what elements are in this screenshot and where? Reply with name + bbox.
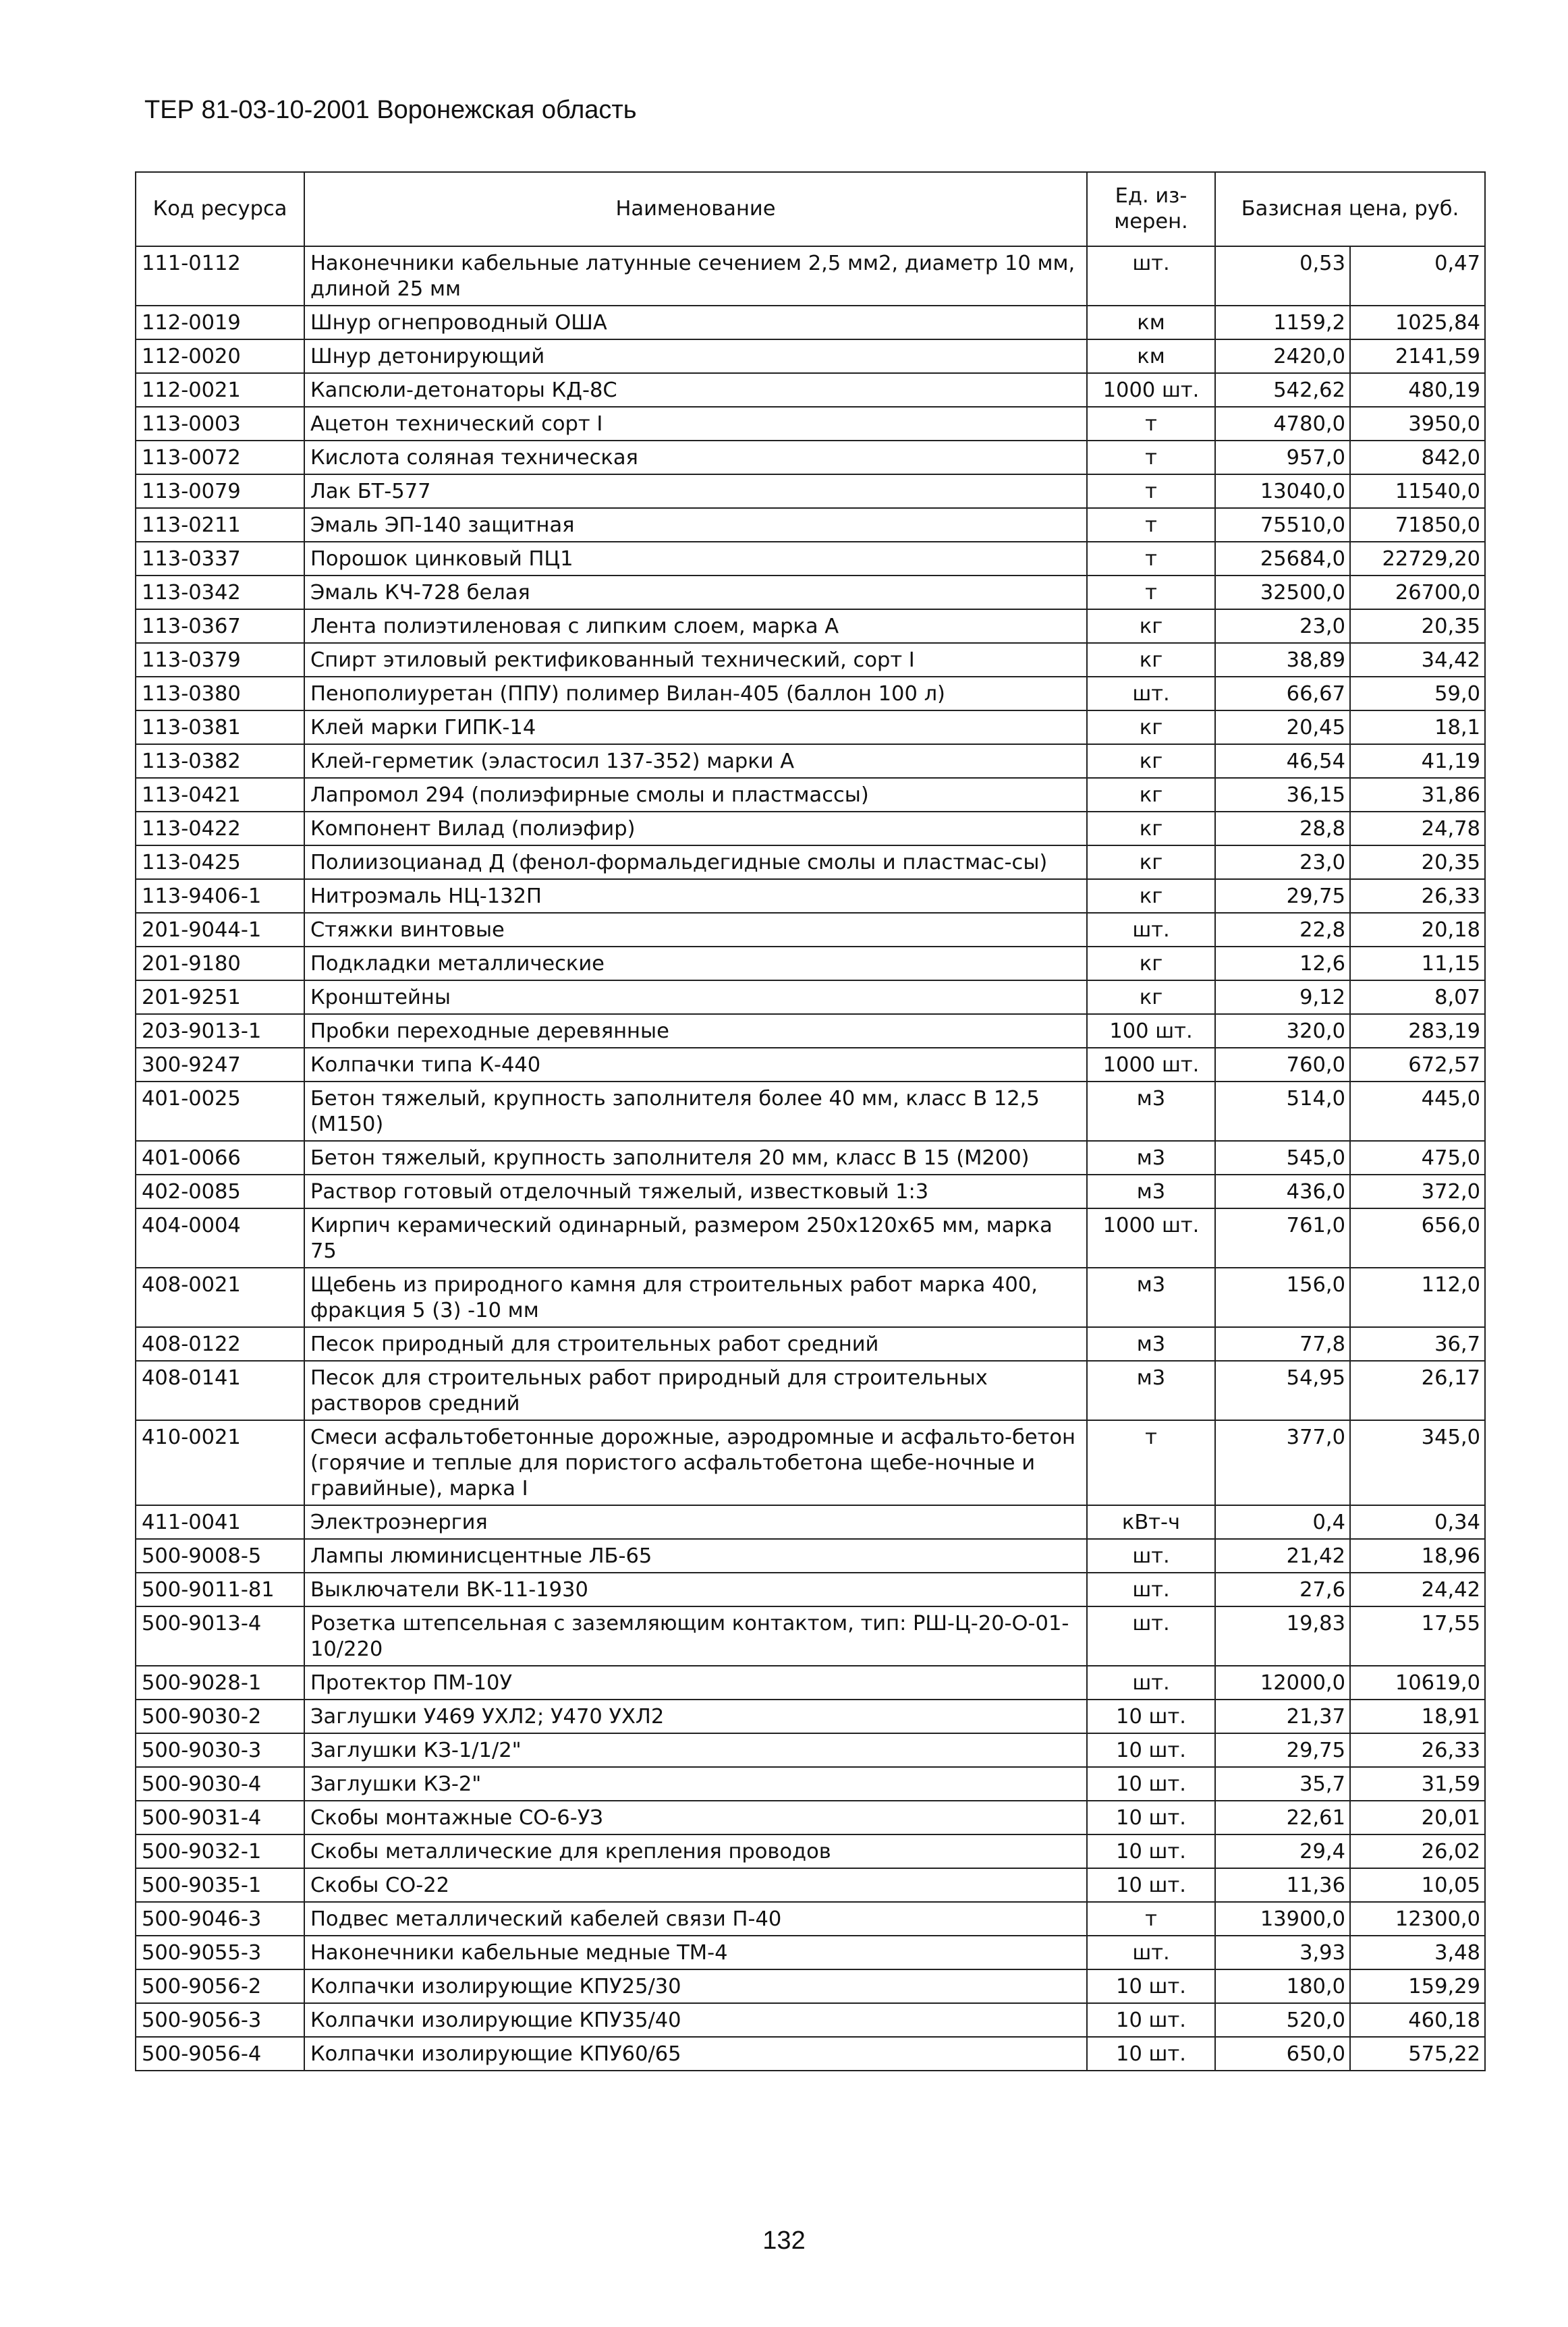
table-row — [136, 845, 1485, 879]
cell-code: 201-9251 — [136, 980, 304, 1014]
cell-price-1: 46,54 — [1215, 744, 1350, 778]
table-row — [136, 778, 1485, 812]
cell-code: 408-0122 — [136, 1327, 304, 1361]
cell-name: Песок для строительных работ природный для строительных растворов средний — [304, 1361, 1087, 1420]
cell-code: 113-0072 — [136, 441, 304, 474]
cell-code: 500-9030-2 — [136, 1700, 304, 1733]
header-name: Наименование — [304, 172, 1087, 246]
cell-name: Шнур детонирующий — [304, 339, 1087, 373]
cell-unit: м3 — [1087, 1082, 1215, 1141]
cell-code: 500-9056-2 — [136, 1969, 304, 2003]
cell-name: Наконечники кабельные медные ТМ-4 — [304, 1936, 1087, 1969]
cell-name: Порошок цинковый ПЦ1 — [304, 542, 1087, 576]
cell-price-2: 12300,0 — [1350, 1902, 1485, 1936]
table-row — [136, 980, 1485, 1014]
cell-price-2: 26,33 — [1350, 1733, 1485, 1767]
cell-price-1: 9,12 — [1215, 980, 1350, 1014]
cell-code: 300-9247 — [136, 1048, 304, 1082]
table-row — [136, 339, 1485, 373]
cell-code: 404-0004 — [136, 1208, 304, 1268]
cell-code: 113-0379 — [136, 643, 304, 677]
cell-price-1: 520,0 — [1215, 2003, 1350, 2037]
cell-unit: т — [1087, 474, 1215, 508]
cell-price-1: 320,0 — [1215, 1014, 1350, 1048]
cell-unit: кг — [1087, 744, 1215, 778]
cell-code: 500-9013-4 — [136, 1606, 304, 1666]
cell-name: Компонент Вилад (полиэфир) — [304, 812, 1087, 845]
cell-code: 113-0382 — [136, 744, 304, 778]
cell-code: 113-0337 — [136, 542, 304, 576]
cell-code: 500-9032-1 — [136, 1834, 304, 1868]
cell-name: Клей-герметик (эластосил 137-352) марки А — [304, 744, 1087, 778]
cell-name: Стяжки винтовые — [304, 913, 1087, 947]
cell-unit: кг — [1087, 778, 1215, 812]
cell-price-2: 2141,59 — [1350, 339, 1485, 373]
cell-name: Протектор ПМ-10У — [304, 1666, 1087, 1700]
cell-price-1: 23,0 — [1215, 609, 1350, 643]
cell-unit: шт. — [1087, 913, 1215, 947]
cell-price-2: 283,19 — [1350, 1014, 1485, 1048]
cell-price-2: 18,91 — [1350, 1700, 1485, 1733]
cell-code: 112-0020 — [136, 339, 304, 373]
cell-price-1: 3,93 — [1215, 1936, 1350, 1969]
table-row — [136, 306, 1485, 339]
cell-code: 500-9035-1 — [136, 1868, 304, 1902]
cell-code: 113-0003 — [136, 407, 304, 441]
table-row — [136, 2003, 1485, 2037]
table-row — [136, 1606, 1485, 1666]
cell-code: 411-0041 — [136, 1505, 304, 1539]
table-row — [136, 1141, 1485, 1175]
cell-code: 113-0079 — [136, 474, 304, 508]
cell-unit: км — [1087, 339, 1215, 373]
cell-code: 500-9056-3 — [136, 2003, 304, 2037]
cell-price-1: 514,0 — [1215, 1082, 1350, 1141]
cell-name: Лапромол 294 (полиэфирные смолы и пластмассы) — [304, 778, 1087, 812]
cell-name: Подвес металлический кабелей связи П-40 — [304, 1902, 1087, 1936]
cell-unit: 10 шт. — [1087, 1969, 1215, 2003]
table-row — [136, 441, 1485, 474]
cell-unit: 10 шт. — [1087, 1767, 1215, 1801]
table-row — [136, 1936, 1485, 1969]
cell-code: 410-0021 — [136, 1420, 304, 1505]
cell-name: Кронштейны — [304, 980, 1087, 1014]
cell-price-2: 20,01 — [1350, 1801, 1485, 1834]
cell-price-2: 3,48 — [1350, 1936, 1485, 1969]
cell-price-1: 22,8 — [1215, 913, 1350, 947]
table-row — [136, 1048, 1485, 1082]
cell-name: Эмаль ЭП-140 защитная — [304, 508, 1087, 542]
cell-code: 113-0425 — [136, 845, 304, 879]
header-unit: Ед. из- мерен. — [1087, 172, 1215, 246]
cell-unit: кг — [1087, 980, 1215, 1014]
cell-price-1: 436,0 — [1215, 1175, 1350, 1208]
cell-code: 201-9180 — [136, 947, 304, 980]
cell-unit: м3 — [1087, 1141, 1215, 1175]
cell-unit: м3 — [1087, 1175, 1215, 1208]
cell-unit: шт. — [1087, 1539, 1215, 1573]
cell-unit: км — [1087, 306, 1215, 339]
cell-unit: шт. — [1087, 1573, 1215, 1606]
cell-name: Капсюли-детонаторы КД-8С — [304, 373, 1087, 407]
cell-price-2: 18,96 — [1350, 1539, 1485, 1573]
cell-name: Скобы металлические для крепления проводов — [304, 1834, 1087, 1868]
table-row — [136, 1539, 1485, 1573]
cell-price-1: 29,4 — [1215, 1834, 1350, 1868]
table-row — [136, 879, 1485, 913]
cell-name: Колпачки изолирующие КПУ60/65 — [304, 2037, 1087, 2071]
cell-name: Кислота соляная техническая — [304, 441, 1087, 474]
price-table — [135, 171, 1486, 2071]
table-row — [136, 1420, 1485, 1505]
cell-unit: кВт-ч — [1087, 1505, 1215, 1539]
cell-name: Бетон тяжелый, крупность заполнителя более 40 мм, класс В 12,5 (М150) — [304, 1082, 1087, 1141]
table-row — [136, 1868, 1485, 1902]
cell-code: 500-9008-5 — [136, 1539, 304, 1573]
cell-price-1: 29,75 — [1215, 1733, 1350, 1767]
table-row — [136, 643, 1485, 677]
cell-name: Пробки переходные деревянные — [304, 1014, 1087, 1048]
cell-price-2: 20,18 — [1350, 913, 1485, 947]
cell-name: Лампы люминисцентные ЛБ-65 — [304, 1539, 1087, 1573]
cell-price-1: 761,0 — [1215, 1208, 1350, 1268]
table-row — [136, 1733, 1485, 1767]
cell-code: 500-9055-3 — [136, 1936, 304, 1969]
cell-unit: т — [1087, 542, 1215, 576]
cell-price-1: 66,67 — [1215, 677, 1350, 710]
cell-name: Розетка штепсельная с заземляющим контактом, тип: РШ-Ц-20-О-01-10/220 — [304, 1606, 1087, 1666]
table-row — [136, 1969, 1485, 2003]
cell-unit: т — [1087, 508, 1215, 542]
cell-name: Скобы СО-22 — [304, 1868, 1087, 1902]
table-row — [136, 913, 1485, 947]
table-row — [136, 246, 1485, 306]
cell-price-2: 71850,0 — [1350, 508, 1485, 542]
table-row — [136, 2037, 1485, 2071]
cell-price-2: 10,05 — [1350, 1868, 1485, 1902]
cell-price-2: 0,34 — [1350, 1505, 1485, 1539]
cell-price-2: 11540,0 — [1350, 474, 1485, 508]
cell-price-2: 112,0 — [1350, 1268, 1485, 1327]
cell-name: Нитроэмаль НЦ-132П — [304, 879, 1087, 913]
cell-price-2: 10619,0 — [1350, 1666, 1485, 1700]
cell-unit: 10 шт. — [1087, 1733, 1215, 1767]
cell-name: Колпачки изолирующие КПУ35/40 — [304, 2003, 1087, 2037]
cell-unit: 10 шт. — [1087, 2003, 1215, 2037]
cell-price-2: 460,18 — [1350, 2003, 1485, 2037]
table-row — [136, 1767, 1485, 1801]
cell-code: 201-9044-1 — [136, 913, 304, 947]
page-title: ТЕР 81-03-10-2001 Воронежская область — [144, 96, 637, 124]
cell-code: 113-0211 — [136, 508, 304, 542]
cell-price-2: 1025,84 — [1350, 306, 1485, 339]
table-row — [136, 1834, 1485, 1868]
cell-unit: 1000 шт. — [1087, 1208, 1215, 1268]
cell-unit: 1000 шт. — [1087, 1048, 1215, 1082]
cell-name: Щебень из природного камня для строительных работ марка 400, фракция 5 (3) -10 мм — [304, 1268, 1087, 1327]
cell-code: 500-9030-4 — [136, 1767, 304, 1801]
cell-price-2: 345,0 — [1350, 1420, 1485, 1505]
cell-code: 112-0019 — [136, 306, 304, 339]
table-row — [136, 542, 1485, 576]
cell-name: Наконечники кабельные латунные сечением 2,5 мм2, диаметр 10 мм, длиной 25 мм — [304, 246, 1087, 306]
cell-code: 111-0112 — [136, 246, 304, 306]
cell-code: 113-0421 — [136, 778, 304, 812]
cell-name: Раствор готовый отделочный тяжелый, известковый 1:3 — [304, 1175, 1087, 1208]
cell-code: 401-0066 — [136, 1141, 304, 1175]
cell-code: 113-0422 — [136, 812, 304, 845]
cell-name: Лак БТ-577 — [304, 474, 1087, 508]
cell-unit: кг — [1087, 845, 1215, 879]
cell-price-1: 2420,0 — [1215, 339, 1350, 373]
cell-name: Заглушки КЗ-2" — [304, 1767, 1087, 1801]
cell-price-1: 27,6 — [1215, 1573, 1350, 1606]
cell-unit: т — [1087, 441, 1215, 474]
cell-code: 500-9011-81 — [136, 1573, 304, 1606]
cell-code: 113-0381 — [136, 710, 304, 744]
cell-price-2: 36,7 — [1350, 1327, 1485, 1361]
cell-price-2: 0,47 — [1350, 246, 1485, 306]
cell-price-1: 13900,0 — [1215, 1902, 1350, 1936]
cell-price-1: 23,0 — [1215, 845, 1350, 879]
header-price: Базисная цена, руб. — [1215, 172, 1485, 246]
cell-unit: 10 шт. — [1087, 1801, 1215, 1834]
cell-price-2: 20,35 — [1350, 845, 1485, 879]
cell-price-2: 26,02 — [1350, 1834, 1485, 1868]
cell-price-2: 20,35 — [1350, 609, 1485, 643]
cell-price-2: 26,17 — [1350, 1361, 1485, 1420]
cell-unit: кг — [1087, 812, 1215, 845]
cell-unit: шт. — [1087, 677, 1215, 710]
cell-price-1: 54,95 — [1215, 1361, 1350, 1420]
table-row — [136, 474, 1485, 508]
header-code: Код ресурса — [136, 172, 304, 246]
cell-price-1: 0,4 — [1215, 1505, 1350, 1539]
cell-name: Полиизоцианад Д (фенол-формальдегидные смолы и пластмас-сы) — [304, 845, 1087, 879]
cell-unit: м3 — [1087, 1327, 1215, 1361]
table-row — [136, 1505, 1485, 1539]
table-row — [136, 710, 1485, 744]
cell-code: 203-9013-1 — [136, 1014, 304, 1048]
cell-price-1: 19,83 — [1215, 1606, 1350, 1666]
cell-name: Электроэнергия — [304, 1505, 1087, 1539]
cell-price-1: 1159,2 — [1215, 306, 1350, 339]
cell-price-1: 545,0 — [1215, 1141, 1350, 1175]
cell-unit: шт. — [1087, 246, 1215, 306]
cell-name: Спирт этиловый ректификованный технический, сорт I — [304, 643, 1087, 677]
cell-price-2: 159,29 — [1350, 1969, 1485, 2003]
cell-code: 500-9031-4 — [136, 1801, 304, 1834]
cell-code: 113-0367 — [136, 609, 304, 643]
table-row — [136, 609, 1485, 643]
cell-unit: 100 шт. — [1087, 1014, 1215, 1048]
cell-price-2: 31,59 — [1350, 1767, 1485, 1801]
table-row — [136, 677, 1485, 710]
cell-code: 113-9406-1 — [136, 879, 304, 913]
table-row — [136, 1666, 1485, 1700]
page-number: 132 — [762, 2226, 806, 2255]
cell-price-1: 377,0 — [1215, 1420, 1350, 1505]
cell-price-1: 11,36 — [1215, 1868, 1350, 1902]
cell-price-2: 475,0 — [1350, 1141, 1485, 1175]
cell-price-1: 12,6 — [1215, 947, 1350, 980]
cell-price-1: 650,0 — [1215, 2037, 1350, 2071]
cell-price-2: 18,1 — [1350, 710, 1485, 744]
cell-price-1: 29,75 — [1215, 879, 1350, 913]
cell-unit: кг — [1087, 643, 1215, 677]
cell-unit: м3 — [1087, 1268, 1215, 1327]
cell-price-1: 28,8 — [1215, 812, 1350, 845]
table-row — [136, 1573, 1485, 1606]
cell-name: Заглушки КЗ-1/1/2" — [304, 1733, 1087, 1767]
cell-unit: м3 — [1087, 1361, 1215, 1420]
cell-code: 408-0141 — [136, 1361, 304, 1420]
cell-price-2: 24,42 — [1350, 1573, 1485, 1606]
cell-price-2: 26,33 — [1350, 879, 1485, 913]
cell-name: Заглушки У469 УХЛ2; У470 УХЛ2 — [304, 1700, 1087, 1733]
cell-unit: т — [1087, 1420, 1215, 1505]
cell-price-2: 17,55 — [1350, 1606, 1485, 1666]
cell-price-1: 4780,0 — [1215, 407, 1350, 441]
table-row — [136, 373, 1485, 407]
cell-name: Шнур огнепроводный ОША — [304, 306, 1087, 339]
cell-price-2: 8,07 — [1350, 980, 1485, 1014]
table-row — [136, 1208, 1485, 1268]
cell-price-2: 34,42 — [1350, 643, 1485, 677]
cell-price-1: 20,45 — [1215, 710, 1350, 744]
cell-name: Выключатели ВК-11-1930 — [304, 1573, 1087, 1606]
table-row — [136, 1361, 1485, 1420]
cell-name: Ацетон технический сорт I — [304, 407, 1087, 441]
cell-price-1: 180,0 — [1215, 1969, 1350, 2003]
cell-price-2: 672,57 — [1350, 1048, 1485, 1082]
cell-price-1: 957,0 — [1215, 441, 1350, 474]
cell-unit: т — [1087, 407, 1215, 441]
cell-unit: 1000 шт. — [1087, 373, 1215, 407]
cell-price-2: 372,0 — [1350, 1175, 1485, 1208]
cell-code: 500-9028-1 — [136, 1666, 304, 1700]
cell-price-1: 38,89 — [1215, 643, 1350, 677]
table-header — [136, 172, 1485, 246]
cell-code: 112-0021 — [136, 373, 304, 407]
cell-unit: т — [1087, 1902, 1215, 1936]
cell-price-1: 760,0 — [1215, 1048, 1350, 1082]
cell-price-1: 22,61 — [1215, 1801, 1350, 1834]
cell-price-2: 59,0 — [1350, 677, 1485, 710]
cell-name: Пенополиуретан (ППУ) полимер Вилан-405 (баллон 100 л) — [304, 677, 1087, 710]
cell-price-2: 842,0 — [1350, 441, 1485, 474]
cell-price-2: 3950,0 — [1350, 407, 1485, 441]
cell-code: 113-0380 — [136, 677, 304, 710]
cell-unit: 10 шт. — [1087, 1700, 1215, 1733]
cell-name: Смеси асфальтобетонные дорожные, аэродромные и асфальто-бетон (горячие и теплые для пористого асфальтобетона щебе-ночные и гравийные), марка I — [304, 1420, 1087, 1505]
cell-unit: 10 шт. — [1087, 1834, 1215, 1868]
cell-unit: т — [1087, 576, 1215, 609]
cell-price-1: 32500,0 — [1215, 576, 1350, 609]
cell-unit: шт. — [1087, 1666, 1215, 1700]
cell-unit: шт. — [1087, 1606, 1215, 1666]
table-row — [136, 1327, 1485, 1361]
cell-price-1: 77,8 — [1215, 1327, 1350, 1361]
cell-price-2: 480,19 — [1350, 373, 1485, 407]
cell-price-1: 13040,0 — [1215, 474, 1350, 508]
cell-price-2: 11,15 — [1350, 947, 1485, 980]
cell-price-2: 575,22 — [1350, 2037, 1485, 2071]
cell-code: 500-9046-3 — [136, 1902, 304, 1936]
cell-code: 113-0342 — [136, 576, 304, 609]
table-row — [136, 1082, 1485, 1141]
table-body — [136, 246, 1485, 2071]
cell-code: 402-0085 — [136, 1175, 304, 1208]
cell-price-2: 445,0 — [1350, 1082, 1485, 1141]
table-row — [136, 407, 1485, 441]
cell-price-2: 22729,20 — [1350, 542, 1485, 576]
cell-price-1: 0,53 — [1215, 246, 1350, 306]
cell-code: 401-0025 — [136, 1082, 304, 1141]
cell-name: Подкладки металлические — [304, 947, 1087, 980]
table-row — [136, 508, 1485, 542]
cell-unit: 10 шт. — [1087, 2037, 1215, 2071]
cell-price-2: 31,86 — [1350, 778, 1485, 812]
cell-name: Колпачки изолирующие КПУ25/30 — [304, 1969, 1087, 2003]
cell-price-1: 542,62 — [1215, 373, 1350, 407]
table-row — [136, 1700, 1485, 1733]
cell-name: Бетон тяжелый, крупность заполнителя 20 мм, класс В 15 (М200) — [304, 1141, 1087, 1175]
cell-price-1: 35,7 — [1215, 1767, 1350, 1801]
cell-code: 500-9056-4 — [136, 2037, 304, 2071]
cell-unit: шт. — [1087, 1936, 1215, 1969]
cell-name: Кирпич керамический одинарный, размером 250х120х65 мм, марка 75 — [304, 1208, 1087, 1268]
cell-price-1: 75510,0 — [1215, 508, 1350, 542]
table-row — [136, 947, 1485, 980]
cell-price-2: 26700,0 — [1350, 576, 1485, 609]
cell-name: Песок природный для строительных работ средний — [304, 1327, 1087, 1361]
table-row — [136, 812, 1485, 845]
table-row — [136, 1801, 1485, 1834]
cell-price-1: 12000,0 — [1215, 1666, 1350, 1700]
table-row — [136, 1268, 1485, 1327]
table-row — [136, 744, 1485, 778]
table-row — [136, 576, 1485, 609]
cell-unit: 10 шт. — [1087, 1868, 1215, 1902]
cell-unit: кг — [1087, 947, 1215, 980]
table-row — [136, 1014, 1485, 1048]
table-row — [136, 1902, 1485, 1936]
cell-code: 408-0021 — [136, 1268, 304, 1327]
cell-name: Лента полиэтиленовая с липким слоем, марка А — [304, 609, 1087, 643]
cell-price-1: 21,42 — [1215, 1539, 1350, 1573]
cell-name: Эмаль КЧ-728 белая — [304, 576, 1087, 609]
cell-price-2: 24,78 — [1350, 812, 1485, 845]
cell-name: Колпачки типа К-440 — [304, 1048, 1087, 1082]
cell-name: Клей марки ГИПК-14 — [304, 710, 1087, 744]
cell-unit: кг — [1087, 710, 1215, 744]
cell-price-1: 25684,0 — [1215, 542, 1350, 576]
cell-price-1: 156,0 — [1215, 1268, 1350, 1327]
cell-code: 500-9030-3 — [136, 1733, 304, 1767]
cell-unit: кг — [1087, 879, 1215, 913]
table-row — [136, 1175, 1485, 1208]
cell-price-2: 41,19 — [1350, 744, 1485, 778]
cell-name: Скобы монтажные СО-6-УЗ — [304, 1801, 1087, 1834]
cell-price-1: 21,37 — [1215, 1700, 1350, 1733]
cell-price-2: 656,0 — [1350, 1208, 1485, 1268]
cell-unit: кг — [1087, 609, 1215, 643]
cell-price-1: 36,15 — [1215, 778, 1350, 812]
